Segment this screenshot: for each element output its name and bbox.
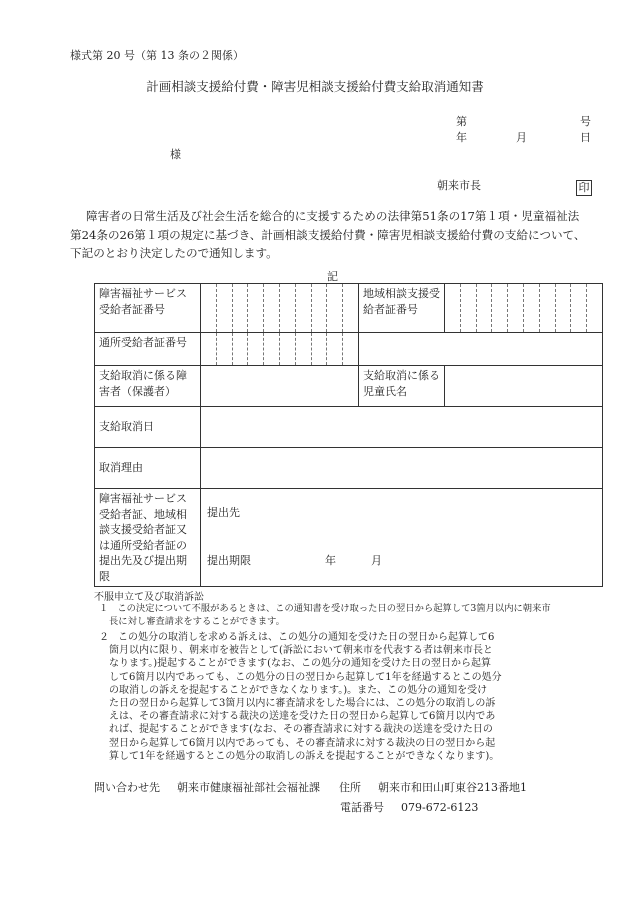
note-2-line: えは、その審査請求に対する裁決の送達を受けた日の翌日から起算して6箇月以内であ [109,711,496,723]
notes-heading: 不服申立て及び取消訴訟 [94,592,204,603]
deadline-month: 月 [371,554,382,567]
deadline-label: 提出期限 [207,554,251,567]
note-2-line: なります。)提起することができます(なお、この処分の通知を受けた日の翌日から起算 [109,658,492,670]
body-text [70,207,586,263]
deadline-year: 年 [325,554,336,567]
note-1 [99,602,551,629]
note-1-number: １ [99,603,109,614]
contact-label: 問い合わせ先 [94,781,160,794]
service-cert-no-boxes [201,284,359,333]
label-submission: 障害福祉サービス受給者証、地域相談支援受給者証又は通所受給者証の提出先及び提出期限 [95,489,201,587]
note-1-line: この決定について不服があるときは、この通知書を受け取った日の翌日から起算して3箇月以内に朝来市 [117,603,551,614]
label-cancel-date: 支給取消日 [95,407,201,448]
note-2-line: た日の翌日から起算して3箇月以内に審査請求をした場合には、この処分の取消しの訴 [109,698,496,710]
contact-tel-line [340,799,478,815]
disabled-person-value [201,366,359,407]
contact-address-label: 住所 [339,781,361,794]
date-year: 年 [456,131,467,144]
note-2-line: の取消しの訴えを提起することができなくなります。)。また、この処分の通知を受け [109,684,488,696]
date-month: 月 [516,131,527,144]
label-service-cert-no: 障害福祉サービス受給者証番号 [95,284,201,333]
contact-line [94,779,527,795]
contact-dept: 朝来市健康福祉部社会福祉課 [177,781,320,794]
child-name-value [445,366,603,407]
body-line: 障害者の日常生活及び社会生活を総合的に支援するための法律第51条の17第１項・児童福祉法 [86,209,580,223]
note-2-line: この処分の取消しを求める訴えは、この処分の通知を受けた日の翌日から起算して6 [118,632,495,643]
submission-value [201,489,603,587]
note-2-line: 算して1年を経過するとこの処分の取消しの訴えを提起することができなくなります)。 [109,750,500,762]
community-cert-no-boxes [445,284,603,333]
day-cert-blank [359,333,603,366]
document-title: 計画相談支援給付費・障害児相談支援給付費支給取消通知書 [146,79,484,94]
cancel-reason-value [201,448,603,489]
sender-name: 朝来市長 [437,179,481,192]
label-day-cert-no: 通所受給者証番号 [95,333,201,366]
note-2-line: 翌日から起算して6箇月以内であっても、その審査請求に対する裁決の日の翌日から起 [109,737,496,749]
note-2 [99,631,502,763]
label-cancel-reason: 取消理由 [95,448,201,489]
body-line: 下記のとおり決定したので通知します。 [70,246,278,260]
date-day: 日 [580,131,591,144]
ki-label: 記 [327,270,338,283]
addressee-suffix: 様 [170,148,181,161]
label-disabled-person: 支給取消に係る障害者（保護者） [95,366,201,407]
form-number: 様式第 20 号（第 13 条の２関係） [70,49,244,62]
body-line: 第24条の26第１項の規定に基づき、計画相談支援給付費・障害児相談支援給付費の支給について、 [70,227,586,242]
day-cert-no-boxes [201,333,359,366]
note-2-number: ２ [99,632,109,643]
note-1-line: 長に対し審査請求をすることができます。 [109,616,285,628]
notice-form-table [94,283,603,587]
label-community-cert-no: 地域相談支援受給者証番号 [359,284,445,333]
contact-address: 朝来市和田山町東谷213番地1 [378,781,527,794]
contact-tel: 079-672-6123 [401,801,479,814]
doc-number-prefix: 第 [456,115,467,128]
contact-tel-label: 電話番号 [340,801,384,814]
cancel-date-value [201,407,603,448]
doc-number-suffix: 号 [580,115,591,128]
note-2-line: 箇月以内に限り、朝来市を被告として(訴訟において朝来市を代表する者は朝来市長と [109,645,493,657]
submit-to-label: 提出先 [207,506,240,519]
label-child-name: 支給取消に係る児童氏名 [359,366,445,407]
note-2-line: れば、提起することができます(なお、その審査請求に対する裁決の送達を受けた日の [109,724,493,736]
seal-stamp [576,176,592,196]
note-2-line: して6箇月以内であっても、この処分の日の翌日から起算して1年を経過するとこの処分 [109,671,502,683]
seal-icon: 印 [576,180,592,196]
